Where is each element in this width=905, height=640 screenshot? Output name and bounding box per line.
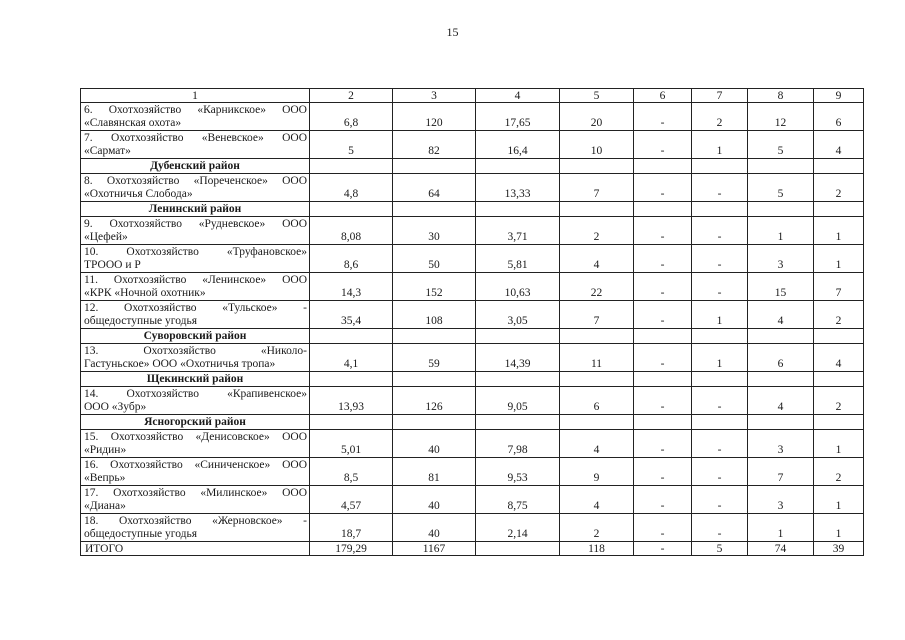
district-empty-cell (748, 159, 814, 174)
name-line-1: 9. Охотхозяйство «Рудневское» ООО (84, 218, 307, 230)
value-cell-c7: - (692, 486, 748, 514)
value-cell-c3: 126 (393, 387, 476, 415)
column-header-1: 1 (81, 89, 310, 103)
column-header-6: 6 (634, 89, 692, 103)
table-row (81, 273, 864, 301)
value-cell-c2: 4,57 (310, 486, 393, 514)
value-cell-c9: 1 (814, 486, 864, 514)
value-cell-c7: - (692, 174, 748, 202)
value-cell-c6: - (634, 514, 692, 542)
total-cell-c5: 118 (560, 542, 634, 556)
table-body (81, 89, 864, 556)
value-cell-c9: 4 (814, 131, 864, 159)
value-cell-c9: 2 (814, 174, 864, 202)
value-cell-c6: - (634, 131, 692, 159)
value-cell-c4: 3,71 (476, 217, 560, 245)
district-empty-cell (748, 372, 814, 387)
value-cell-c8: 5 (748, 131, 814, 159)
district-empty-cell (310, 202, 393, 217)
name-line-1: 13. Охотхозяйство «Николо- (84, 345, 307, 357)
district-empty-cell (560, 202, 634, 217)
table-row (81, 387, 864, 415)
value-cell-c4: 2,14 (476, 514, 560, 542)
hunting-ground-name (81, 458, 310, 486)
value-cell-c5: 7 (560, 174, 634, 202)
value-cell-c8: 3 (748, 430, 814, 458)
district-empty-cell (310, 159, 393, 174)
district-name: Ясногорский район (81, 415, 310, 430)
total-row (81, 542, 864, 556)
value-cell-c6: - (634, 273, 692, 301)
value-cell-c3: 59 (393, 344, 476, 372)
total-cell-c2: 179,29 (310, 542, 393, 556)
name-line-1: 11. Охотхозяйство «Ленинское» ООО (84, 274, 307, 286)
district-header-row (81, 372, 864, 387)
name-line-1: 12. Охотхозяйство «Тульское» - (84, 302, 307, 314)
value-cell-c9: 1 (814, 514, 864, 542)
value-cell-c2: 6,8 (310, 103, 393, 131)
value-cell-c6: - (634, 301, 692, 329)
total-cell-c8: 74 (748, 542, 814, 556)
value-cell-c6: - (634, 430, 692, 458)
total-cell-c6: - (634, 542, 692, 556)
district-empty-cell (814, 329, 864, 344)
value-cell-c4: 14,39 (476, 344, 560, 372)
value-cell-c2: 4,1 (310, 344, 393, 372)
district-empty-cell (814, 202, 864, 217)
value-cell-c2: 8,6 (310, 245, 393, 273)
value-cell-c8: 15 (748, 273, 814, 301)
value-cell-c5: 4 (560, 245, 634, 273)
district-empty-cell (748, 329, 814, 344)
value-cell-c7: - (692, 387, 748, 415)
value-cell-c6: - (634, 217, 692, 245)
table-row (81, 430, 864, 458)
name-line-1: 8. Охотхозяйство «Пореченское» ООО (84, 175, 307, 187)
value-cell-c3: 108 (393, 301, 476, 329)
hunting-ground-name (81, 174, 310, 202)
value-cell-c8: 3 (748, 486, 814, 514)
total-cell-c3: 1167 (393, 542, 476, 556)
value-cell-c6: - (634, 344, 692, 372)
district-empty-cell (560, 159, 634, 174)
district-empty-cell (393, 159, 476, 174)
name-line-2: «Ридин» (84, 444, 127, 456)
value-cell-c9: 1 (814, 430, 864, 458)
value-cell-c9: 1 (814, 217, 864, 245)
value-cell-c9: 1 (814, 245, 864, 273)
name-line-1: 15. Охотхозяйство «Денисовское» ООО (84, 431, 307, 443)
value-cell-c4: 13,33 (476, 174, 560, 202)
table-row (81, 301, 864, 329)
district-empty-cell (476, 159, 560, 174)
hunting-ground-name (81, 273, 310, 301)
value-cell-c6: - (634, 174, 692, 202)
value-cell-c4: 9,53 (476, 458, 560, 486)
district-empty-cell (692, 372, 748, 387)
value-cell-c7: 1 (692, 301, 748, 329)
value-cell-c6: - (634, 103, 692, 131)
district-name: Щекинский район (81, 372, 310, 387)
value-cell-c2: 5 (310, 131, 393, 159)
column-header-9: 9 (814, 89, 864, 103)
name-line-2: «Диана» (84, 500, 126, 512)
district-empty-cell (692, 415, 748, 430)
value-cell-c5: 11 (560, 344, 634, 372)
name-line-2: «Вепрь» (84, 472, 126, 484)
value-cell-c3: 81 (393, 458, 476, 486)
district-empty-cell (393, 415, 476, 430)
value-cell-c5: 6 (560, 387, 634, 415)
name-line-1: 7. Охотхозяйство «Веневское» ООО (84, 132, 307, 144)
value-cell-c3: 40 (393, 486, 476, 514)
district-header-row (81, 415, 864, 430)
table-row (81, 103, 864, 131)
value-cell-c5: 10 (560, 131, 634, 159)
column-number-row (81, 89, 864, 103)
value-cell-c9: 2 (814, 458, 864, 486)
value-cell-c2: 4,8 (310, 174, 393, 202)
name-line-1: 17. Охотхозяйство «Милинское» ООО (84, 487, 307, 499)
name-line-1: 18. Охотхозяйство «Жерновское» - (84, 515, 307, 527)
column-header-7: 7 (692, 89, 748, 103)
district-empty-cell (476, 329, 560, 344)
name-line-2: «Цефей» (84, 231, 128, 243)
hunting-ground-name (81, 217, 310, 245)
value-cell-c6: - (634, 486, 692, 514)
column-header-5: 5 (560, 89, 634, 103)
district-empty-cell (748, 415, 814, 430)
hunting-ground-name (81, 245, 310, 273)
value-cell-c4: 7,98 (476, 430, 560, 458)
value-cell-c4: 5,81 (476, 245, 560, 273)
total-label: ИТОГО (81, 542, 310, 556)
district-name: Ленинский район (81, 202, 310, 217)
value-cell-c5: 4 (560, 430, 634, 458)
name-line-2: «Славянская охота» (84, 117, 182, 129)
name-line-2: «КРК «Ночной охотник» (84, 287, 206, 299)
district-empty-cell (560, 372, 634, 387)
district-empty-cell (560, 329, 634, 344)
column-header-4: 4 (476, 89, 560, 103)
value-cell-c2: 8,08 (310, 217, 393, 245)
table-row (81, 131, 864, 159)
value-cell-c7: - (692, 217, 748, 245)
value-cell-c4: 3,05 (476, 301, 560, 329)
name-line-2: общедоступные угодья (84, 528, 198, 540)
value-cell-c8: 3 (748, 245, 814, 273)
column-header-8: 8 (748, 89, 814, 103)
value-cell-c2: 5,01 (310, 430, 393, 458)
value-cell-c9: 7 (814, 273, 864, 301)
hunting-ground-name (81, 301, 310, 329)
value-cell-c2: 14,3 (310, 273, 393, 301)
district-name: Суворовский район (81, 329, 310, 344)
value-cell-c3: 120 (393, 103, 476, 131)
page-number: 15 (446, 25, 459, 39)
value-cell-c4: 8,75 (476, 486, 560, 514)
value-cell-c3: 152 (393, 273, 476, 301)
value-cell-c8: 5 (748, 174, 814, 202)
value-cell-c5: 20 (560, 103, 634, 131)
column-header-2: 2 (310, 89, 393, 103)
value-cell-c3: 30 (393, 217, 476, 245)
table-row (81, 344, 864, 372)
table-row (81, 174, 864, 202)
hunting-grounds-table (80, 88, 864, 556)
district-empty-cell (393, 372, 476, 387)
name-line-1: 14. Охотхозяйство «Крапивенское» (84, 388, 307, 400)
hunting-ground-name (81, 430, 310, 458)
district-header-row (81, 329, 864, 344)
value-cell-c4: 10,63 (476, 273, 560, 301)
hunting-ground-name (81, 486, 310, 514)
district-empty-cell (692, 202, 748, 217)
value-cell-c2: 8,5 (310, 458, 393, 486)
value-cell-c9: 2 (814, 301, 864, 329)
district-empty-cell (814, 372, 864, 387)
district-empty-cell (310, 329, 393, 344)
value-cell-c4: 17,65 (476, 103, 560, 131)
value-cell-c7: 1 (692, 344, 748, 372)
value-cell-c7: 2 (692, 103, 748, 131)
value-cell-c8: 1 (748, 514, 814, 542)
value-cell-c9: 4 (814, 344, 864, 372)
table-row (81, 245, 864, 273)
value-cell-c2: 13,93 (310, 387, 393, 415)
district-empty-cell (814, 415, 864, 430)
table-row (81, 514, 864, 542)
value-cell-c4: 9,05 (476, 387, 560, 415)
district-name: Дубенский район (81, 159, 310, 174)
table-row (81, 486, 864, 514)
value-cell-c6: - (634, 245, 692, 273)
value-cell-c8: 7 (748, 458, 814, 486)
value-cell-c7: - (692, 273, 748, 301)
hunting-ground-name (81, 514, 310, 542)
value-cell-c7: - (692, 245, 748, 273)
value-cell-c7: 1 (692, 131, 748, 159)
total-cell-c7: 5 (692, 542, 748, 556)
district-empty-cell (634, 159, 692, 174)
district-empty-cell (634, 372, 692, 387)
value-cell-c3: 64 (393, 174, 476, 202)
district-header-row (81, 202, 864, 217)
district-empty-cell (634, 329, 692, 344)
table-row (81, 458, 864, 486)
name-line-1: 16. Охотхозяйство «Синиченское» ООО (84, 459, 307, 471)
hunting-ground-name (81, 131, 310, 159)
district-empty-cell (476, 202, 560, 217)
total-cell-c4 (476, 542, 560, 556)
name-line-2: ООО «Зубр» (84, 401, 147, 413)
value-cell-c9: 2 (814, 387, 864, 415)
total-cell-c9: 39 (814, 542, 864, 556)
district-empty-cell (393, 202, 476, 217)
table-row (81, 217, 864, 245)
value-cell-c5: 22 (560, 273, 634, 301)
district-empty-cell (814, 159, 864, 174)
value-cell-c5: 4 (560, 486, 634, 514)
district-header-row (81, 159, 864, 174)
value-cell-c3: 50 (393, 245, 476, 273)
district-empty-cell (310, 415, 393, 430)
value-cell-c3: 40 (393, 430, 476, 458)
value-cell-c3: 82 (393, 131, 476, 159)
name-line-2: Гастуньское» ООО «Охотничья тропа» (84, 358, 276, 370)
value-cell-c2: 18,7 (310, 514, 393, 542)
district-empty-cell (634, 415, 692, 430)
hunting-ground-name (81, 103, 310, 131)
name-line-2: «Сармат» (84, 145, 131, 157)
value-cell-c4: 16,4 (476, 131, 560, 159)
district-empty-cell (476, 372, 560, 387)
value-cell-c8: 4 (748, 301, 814, 329)
value-cell-c8: 6 (748, 344, 814, 372)
name-line-1: 10. Охотхозяйство «Труфановское» (84, 246, 307, 258)
value-cell-c6: - (634, 458, 692, 486)
district-empty-cell (748, 202, 814, 217)
value-cell-c3: 40 (393, 514, 476, 542)
name-line-2: «Охотничья Слобода» (84, 188, 193, 200)
value-cell-c8: 4 (748, 387, 814, 415)
name-line-1: 6. Охотхозяйство «Карникское» ООО (84, 104, 307, 116)
value-cell-c5: 9 (560, 458, 634, 486)
district-empty-cell (692, 159, 748, 174)
value-cell-c7: - (692, 514, 748, 542)
value-cell-c9: 6 (814, 103, 864, 131)
name-line-2: ТРОOO и Р (84, 259, 141, 271)
district-empty-cell (560, 415, 634, 430)
value-cell-c8: 12 (748, 103, 814, 131)
district-empty-cell (476, 415, 560, 430)
column-header-3: 3 (393, 89, 476, 103)
value-cell-c7: - (692, 458, 748, 486)
district-empty-cell (310, 372, 393, 387)
value-cell-c5: 7 (560, 301, 634, 329)
value-cell-c7: - (692, 430, 748, 458)
value-cell-c5: 2 (560, 514, 634, 542)
value-cell-c8: 1 (748, 217, 814, 245)
district-empty-cell (393, 329, 476, 344)
value-cell-c6: - (634, 387, 692, 415)
hunting-ground-name (81, 344, 310, 372)
district-empty-cell (692, 329, 748, 344)
district-empty-cell (634, 202, 692, 217)
name-line-2: общедоступные угодья (84, 315, 198, 327)
hunting-ground-name (81, 387, 310, 415)
value-cell-c2: 35,4 (310, 301, 393, 329)
value-cell-c5: 2 (560, 217, 634, 245)
